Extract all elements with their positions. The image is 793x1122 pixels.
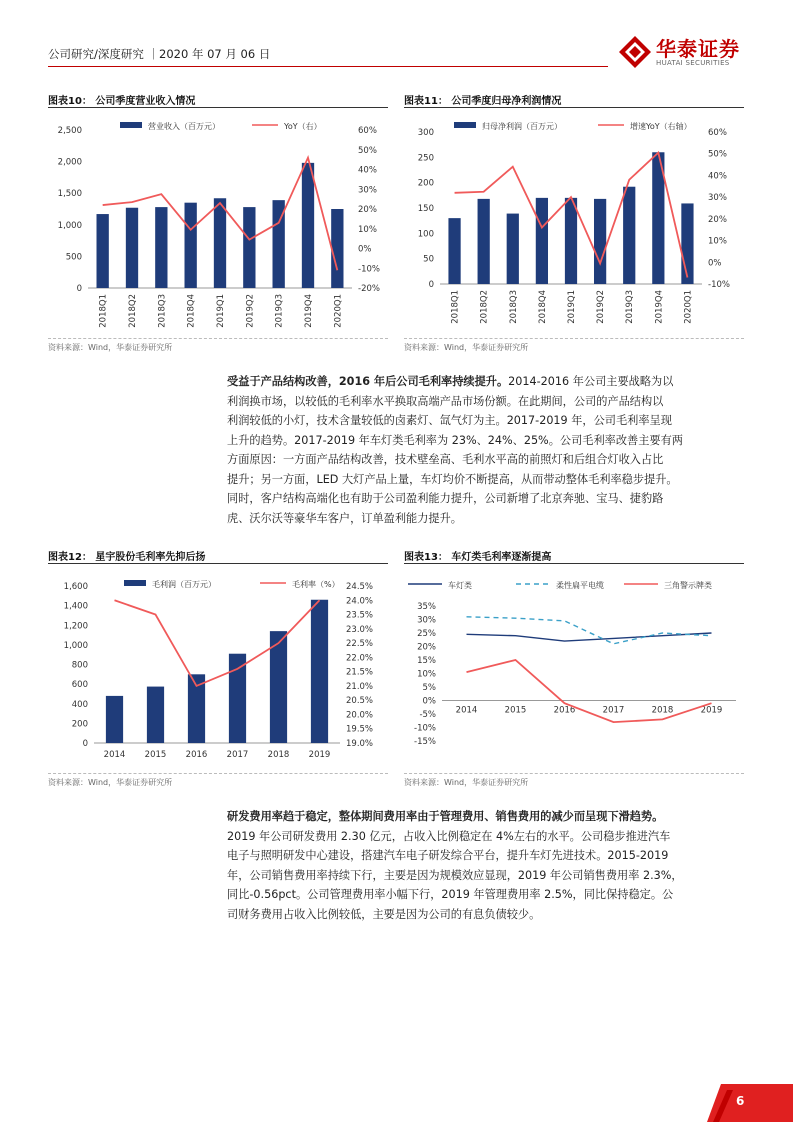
x-axis-tick: 2018Q2	[479, 290, 490, 324]
x-axis-tick: 2019Q2	[245, 294, 256, 328]
legend-line-label: 毛利率（%）	[292, 580, 340, 589]
x-axis-tick: 2016	[553, 705, 576, 716]
x-axis-tick: 2017	[602, 705, 625, 716]
y-axis-tick: 0%	[422, 696, 436, 707]
x-axis-tick: 2018Q3	[157, 294, 168, 328]
legend-label: 车灯类	[448, 581, 472, 590]
fig10-source: 资料来源：Wind，华泰证券研究所	[48, 343, 173, 352]
x-axis-tick: 2018Q1	[450, 290, 461, 324]
fig12-source: 资料来源：Wind，华泰证券研究所	[48, 778, 173, 787]
legend-line-label: YoY（右）	[284, 122, 322, 131]
bar	[229, 654, 246, 743]
legend-line-label: 增速YoY（右轴）	[630, 122, 692, 131]
legend-bar-swatch	[124, 580, 146, 586]
y-axis-tick: 35%	[417, 602, 436, 612]
fig12-title-text: 星宇股份毛利率先抑后扬	[95, 552, 206, 563]
y-axis-tick: -5%	[419, 710, 436, 720]
right-axis-tick: 10%	[358, 224, 377, 235]
p1-lead: 受益于产品结构改善，2016 年后公司毛利率持续提升。	[227, 375, 509, 388]
right-axis-tick: 60%	[708, 128, 727, 138]
fig13-title-line	[404, 563, 744, 564]
x-axis-tick: 2018Q4	[537, 290, 548, 324]
right-axis-tick: 20%	[358, 205, 377, 215]
line-series	[467, 633, 712, 641]
p2-line: 2019 年公司研发费用 2.30 亿元，占收入比例稳定在 4%左右的水平。公司稳步推进汽车	[227, 829, 671, 843]
right-axis-tick: 23.0%	[346, 624, 374, 635]
left-axis-tick: 0	[82, 739, 88, 749]
left-axis-tick: 1,200	[63, 621, 88, 632]
y-axis-tick: 10%	[417, 669, 436, 680]
p2-line: 司财务费用占收入比例较低，主要是因为公司的有息负债较少。	[227, 907, 541, 921]
y-axis-tick: -10%	[414, 723, 436, 734]
right-axis-tick: 21.0%	[346, 681, 374, 692]
right-axis-tick: 22.5%	[346, 639, 374, 650]
y-axis-tick: 25%	[417, 629, 436, 639]
p1-line: 提升；另一方面，LED 大灯产品上量，车灯均价不断提高，从而带动整体毛利率稳步提升。	[227, 472, 678, 486]
x-axis-tick: 2019Q3	[274, 294, 285, 328]
fig12-label: 图表12：	[48, 552, 92, 563]
bar	[155, 207, 167, 288]
huatai-logo	[618, 33, 758, 73]
left-axis-tick: 1,000	[63, 640, 88, 651]
header-divider	[48, 66, 608, 67]
bar	[147, 687, 164, 743]
fig13-title	[404, 548, 551, 563]
right-axis-tick: 60%	[358, 126, 377, 136]
p1-line: 虎、沃尔沃等豪华车客户，订单盈利能力提升。	[227, 511, 462, 525]
bar	[478, 199, 490, 284]
paragraph-expense-ratio	[227, 807, 741, 924]
bar	[681, 203, 693, 284]
line-series	[467, 660, 712, 722]
left-axis-tick: 1,000	[57, 220, 82, 231]
fig12-title	[48, 548, 205, 563]
p2-line: 年，公司销售费用率持续下行，主要是因为规模效应显现，2019 年公司销售费用率 2.3%，	[227, 868, 683, 882]
y-axis-tick: 20%	[417, 642, 436, 653]
right-axis-tick: 24.5%	[346, 582, 374, 592]
fig13-chart	[398, 568, 748, 768]
bar	[331, 209, 343, 288]
fig10-title-line	[48, 107, 388, 108]
fig11-title-line	[404, 107, 744, 108]
x-axis-tick: 2018	[651, 705, 674, 716]
left-axis-tick: 400	[71, 699, 88, 710]
left-axis-tick: 300	[417, 128, 434, 138]
fig11-source: 资料来源：Wind，华泰证券研究所	[404, 343, 529, 352]
right-axis-tick: 50%	[358, 145, 377, 156]
left-axis-tick: 0	[76, 284, 82, 294]
left-axis-tick: 1,600	[63, 582, 88, 592]
right-axis-tick: 21.5%	[346, 667, 374, 678]
p1-line: 2014-2016 年公司主要战略为以	[508, 375, 674, 388]
legend-label: 三角警示牌类	[664, 581, 712, 590]
right-axis-tick: 20.5%	[346, 696, 374, 707]
right-axis-tick: 22.0%	[346, 653, 374, 664]
right-axis-tick: 30%	[358, 185, 377, 196]
fig11-source-line	[404, 338, 744, 339]
left-axis-tick: 100	[417, 229, 434, 240]
right-axis-tick: -20%	[358, 284, 380, 294]
left-axis-tick: 200	[71, 719, 88, 730]
right-axis-tick: 40%	[358, 165, 377, 176]
fig11-title-text: 公司季度归母净利润情况	[451, 96, 562, 107]
fig13-source: 资料来源：Wind，华泰证券研究所	[404, 778, 529, 787]
left-axis-tick: 50	[423, 254, 434, 265]
left-axis-tick: 150	[417, 204, 434, 214]
bar	[623, 187, 635, 284]
x-axis-tick: 2020Q1	[333, 294, 344, 328]
right-axis-tick: 19.0%	[346, 739, 374, 749]
bar	[594, 199, 606, 284]
legend-bar-swatch	[454, 122, 476, 128]
page-number-badge	[707, 1084, 793, 1122]
x-axis-tick: 2019Q3	[625, 290, 636, 324]
fig10-label: 图表10：	[48, 96, 92, 107]
x-axis-tick: 2018Q3	[508, 290, 519, 324]
right-axis-tick: 20.0%	[346, 710, 374, 721]
fig11-title	[404, 92, 561, 107]
left-axis-tick: 800	[71, 660, 88, 671]
right-axis-tick: 20%	[708, 214, 727, 225]
y-axis-tick: 15%	[417, 656, 436, 666]
p2-lead: 研发费用率趋于稳定，整体期间费用率由于管理费用、销售费用的减少而呈现下滑趋势。	[227, 810, 664, 823]
right-axis-tick: 40%	[708, 171, 727, 182]
x-axis-tick: 2018	[267, 750, 290, 760]
x-axis-tick: 2019	[700, 705, 723, 716]
bar	[302, 163, 314, 288]
x-axis-tick: 2018Q2	[128, 294, 138, 328]
logo-text-cn: 华泰证券	[656, 37, 740, 61]
bar	[536, 198, 548, 284]
left-axis-tick: 2,000	[57, 157, 82, 168]
p2-line: 同比-0.56pct。公司管理费用率小幅下行，2019 年管理费用率 2.5%，同比保持稳定。公	[227, 888, 674, 901]
fig12-chart	[40, 568, 390, 768]
right-axis-tick: 10%	[708, 236, 727, 247]
right-axis-tick: -10%	[708, 280, 730, 290]
left-axis-tick: 1,400	[63, 601, 88, 612]
p1-line: 同时，客户结构高端化也有助于公司盈利能力提升，公司新增了北京奔驰、宝马、捷豹路	[227, 492, 664, 505]
left-axis-tick: 0	[428, 280, 434, 290]
x-axis-tick: 2015	[144, 750, 167, 760]
fig13-title-text: 车灯类毛利率逐渐提高	[451, 552, 552, 563]
right-axis-tick: 19.5%	[346, 724, 374, 735]
legend-label: 柔性扁平电缆	[556, 581, 604, 590]
x-axis-tick: 2019Q1	[216, 294, 226, 328]
right-axis-tick: 24.0%	[346, 596, 374, 607]
right-axis-tick: 0%	[708, 258, 722, 269]
x-axis-tick: 2018Q1	[98, 294, 109, 328]
bar	[448, 218, 460, 284]
fig13-source-line	[404, 773, 744, 774]
y-axis-tick: 30%	[417, 615, 436, 626]
p2-line: 电子与照明研发中心建设，搭建汽车电子研发综合平台，提升车灯先进技术。2015-2019	[227, 849, 669, 862]
x-axis-tick: 2014	[455, 705, 478, 716]
page-number: 6	[736, 1094, 745, 1108]
legend-bar-label: 营业收入（百万元）	[148, 122, 220, 131]
fig13-label: 图表13：	[404, 552, 448, 563]
right-axis-tick: 23.5%	[346, 610, 374, 621]
p1-line: 利润较低的小灯，技术含量较低的卤素灯、氙气灯为主。2017-2019 年，公司毛利率呈现	[227, 414, 672, 427]
x-axis-tick: 2020Q1	[683, 290, 694, 324]
line-series	[115, 600, 320, 686]
p1-line: 利润换市场，以较低的毛利率水平换取高端产品市场份额。在此期间，公司的产品结构以	[227, 394, 664, 408]
fig10-title-text: 公司季度营业收入情况	[95, 96, 196, 107]
fig12-source-line	[48, 773, 388, 774]
left-axis-tick: 1,500	[57, 189, 82, 200]
logo-mark-icon	[618, 35, 652, 69]
bar	[243, 207, 255, 288]
legend-bar-label: 毛利润（百万元）	[152, 580, 216, 589]
fig12-title-line	[48, 563, 388, 564]
right-axis-tick: 50%	[708, 149, 727, 160]
left-axis-tick: 200	[417, 178, 434, 189]
x-axis-tick: 2019Q1	[567, 290, 577, 324]
left-axis-tick: 600	[71, 680, 88, 691]
right-axis-tick: 0%	[358, 244, 372, 255]
fig10-title	[48, 92, 195, 107]
x-axis-tick: 2019Q2	[596, 290, 607, 324]
paragraph-gross-margin	[227, 372, 741, 528]
legend-bar-label: 归母净利润（百万元）	[482, 122, 562, 131]
x-axis-tick: 2019	[308, 750, 331, 760]
bar	[106, 696, 123, 743]
left-axis-tick: 2,500	[57, 126, 82, 136]
legend-bar-swatch	[120, 122, 142, 128]
x-axis-tick: 2019Q4	[304, 294, 314, 328]
fig11-chart	[398, 110, 748, 335]
bar	[565, 198, 577, 284]
bar	[126, 208, 138, 288]
y-axis-tick: 5%	[422, 683, 436, 693]
bar	[185, 203, 197, 288]
x-axis-tick: 2016	[185, 750, 208, 760]
right-axis-tick: 30%	[708, 193, 727, 204]
bar	[214, 198, 226, 288]
x-axis-tick: 2019Q4	[654, 290, 665, 324]
bar	[507, 214, 519, 284]
x-axis-tick: 2018Q4	[186, 294, 197, 328]
x-axis-tick: 2017	[226, 750, 249, 760]
fig10-source-line	[48, 338, 388, 339]
left-axis-tick: 500	[65, 252, 82, 263]
left-axis-tick: 250	[417, 153, 434, 164]
right-axis-tick: -10%	[358, 264, 380, 275]
p1-line: 方面原因：一方面产品结构改善，技术壁垒高、毛利水平高的前照灯和后组合灯收入占比	[227, 453, 664, 466]
x-axis-tick: 2015	[504, 705, 527, 716]
fig10-chart	[40, 110, 390, 335]
bar	[311, 600, 328, 743]
x-axis-tick: 2014	[103, 750, 126, 760]
y-axis-tick: -15%	[414, 737, 436, 747]
p1-line: 上升的趋势。2017-2019 年车灯类毛利率为 23%、24%、25%。公司毛利率改善主要有两	[227, 433, 683, 447]
fig11-label: 图表11：	[404, 96, 448, 107]
header-breadcrumb: 公司研究/深度研究 ｜2020 年 07 月 06 日	[48, 47, 271, 61]
logo-text-en: HUATAI SECURITIES	[656, 59, 730, 67]
bar	[97, 214, 109, 288]
